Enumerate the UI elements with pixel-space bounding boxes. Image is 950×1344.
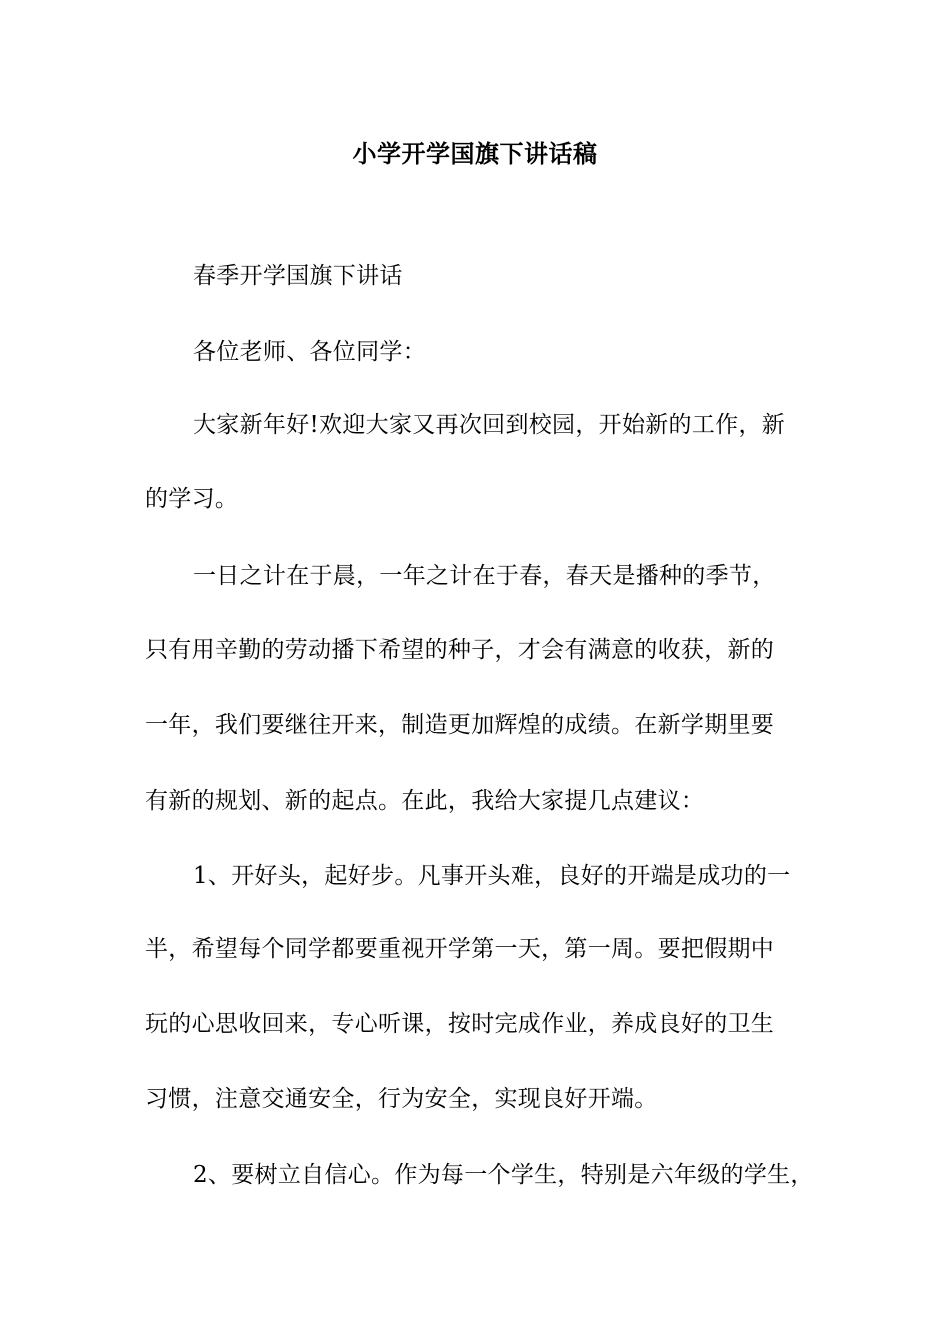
paragraph-line: 2、要树立自信心。作为每一个学生，特别是六年级的学生，: [193, 1162, 814, 1188]
paragraph-line: 只有用辛勤的劳动播下希望的种子，才会有满意的收获，新的: [145, 637, 775, 663]
paragraph-line: 半，希望每个同学都要重视开学第一天，第一周。要把假期中: [145, 936, 775, 962]
paragraph-line: 一日之计在于晨，一年之计在于春，春天是播种的季节，: [193, 563, 776, 589]
paragraph-line: 习惯，注意交通安全，行为安全，实现良好开端。: [145, 1086, 658, 1112]
paragraph-line: 玩的心思收回来，专心听课，按时完成作业，养成良好的卫生: [145, 1011, 775, 1037]
paragraph-line: 有新的规划、新的起点。在此，我给大家提几点建议：: [145, 788, 705, 814]
paragraph-line: 1、开好头，起好步。凡事开头难，良好的开端是成功的一: [193, 863, 791, 889]
subtitle-line: 春季开学国旗下讲话: [193, 263, 403, 289]
paragraph-line: 大家新年好!欢迎大家又再次回到校园，开始新的工作，新: [193, 412, 786, 438]
document-title: 小学开学国旗下讲话稿: [352, 139, 598, 168]
salutation-line: 各位老师、各位同学：: [193, 339, 426, 365]
paragraph-line: 一年，我们要继往开来，制造更加辉煌的成绩。在新学期里要: [145, 712, 775, 738]
paragraph-line: 的学习。: [145, 486, 239, 512]
